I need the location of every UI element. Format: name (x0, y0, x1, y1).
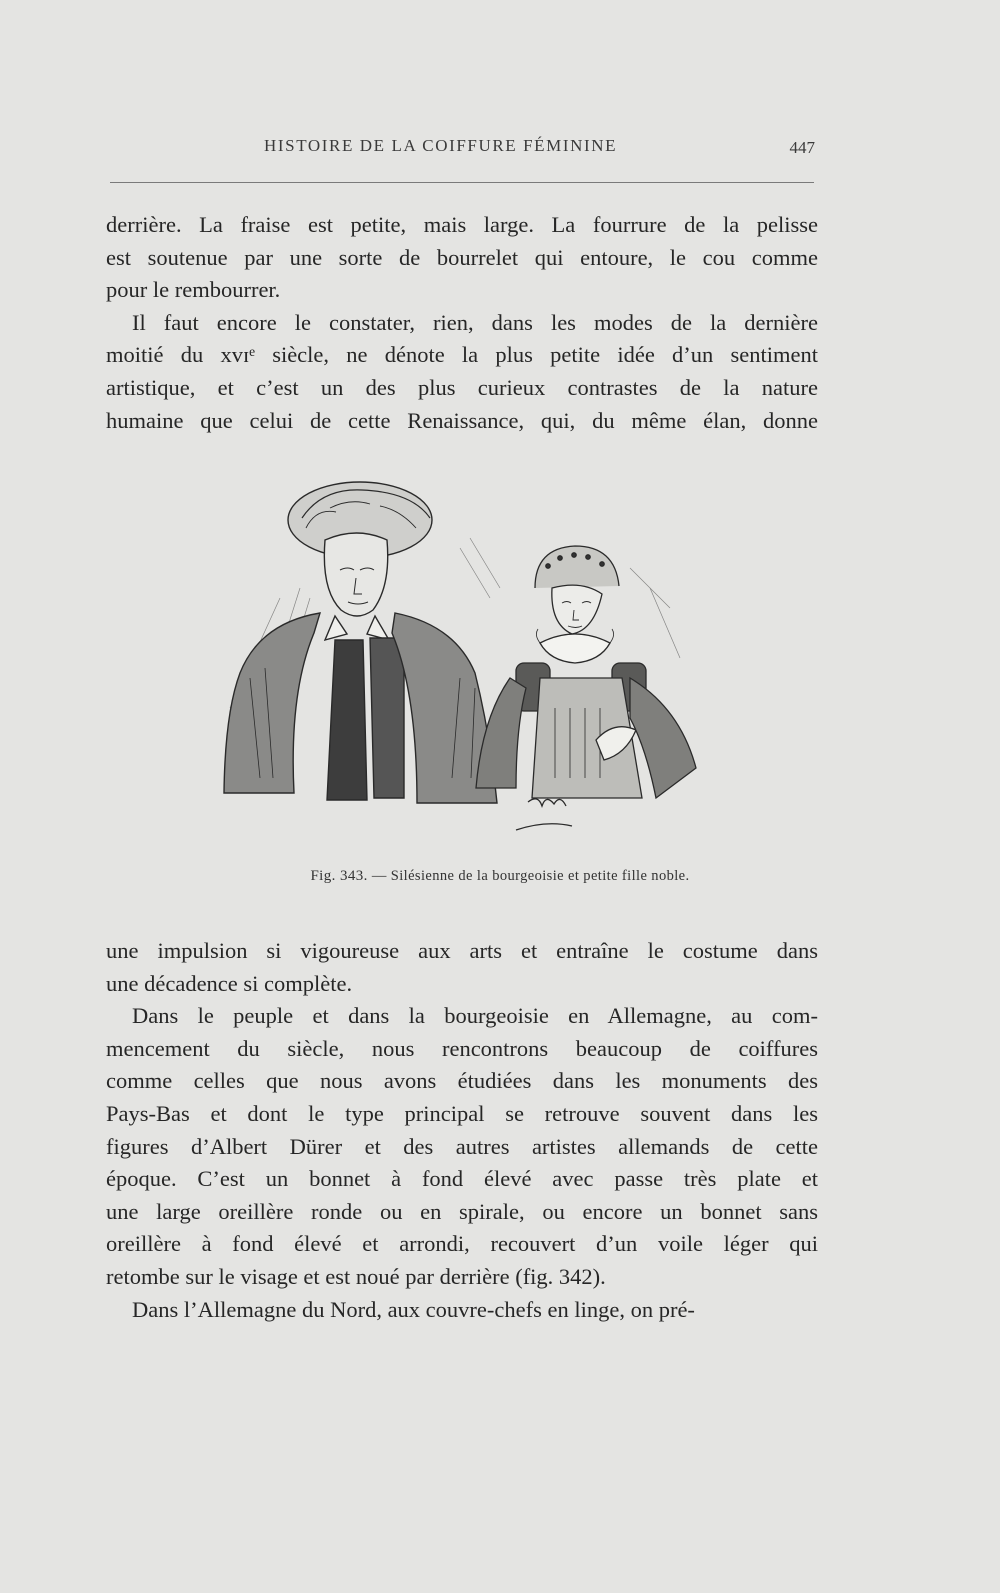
text-line: figures d’Albert Dürer et des autres artistes allemands de cette (106, 1133, 818, 1159)
text-line: une décadence si complète. (106, 970, 353, 996)
text-line: Dans l’Allemagne du Nord, aux couvre-chefs en linge, on pré- (132, 1296, 695, 1322)
text-line: époque. C’est un bonnet à fond élevé avec passe très plate et (106, 1166, 818, 1192)
girl-figure (476, 546, 696, 798)
running-head (110, 136, 815, 160)
text-line: comme celles que nous avons étudiées dans les monuments des (106, 1068, 818, 1094)
text-block-bottom (106, 935, 818, 1326)
page-number: 447 (789, 138, 815, 157)
text-line: derrière. La fraise est petite, mais large. La fourrure de la pelisse (106, 212, 818, 237)
text-line: Il faut encore le constater, rien, dans les modes de la dernière (132, 309, 818, 335)
text-block-top (106, 209, 818, 437)
text-line: une large oreillère ronde ou en spirale, ou encore un bonnet sans (106, 1198, 818, 1224)
figure-label: Fig. 343. (310, 868, 368, 884)
text-line: moitié du xvɪᵉ siècle, ne dénote la plus petite idée d’un sentiment (106, 342, 818, 368)
text-line: artistique, et c’est un des plus curieux contrastes de la nature (106, 374, 818, 400)
text-line: Dans le peuple et dans la bourgeoisie en Allemagne, au com- (132, 1003, 818, 1029)
text-line: Pays-Bas et dont le type principal se retrouve souvent dans les (106, 1100, 818, 1126)
figure-illustration (210, 478, 720, 850)
text-line: retombe sur le visage et est noué par derrière (fig. 342). (106, 1263, 606, 1289)
header-rule (110, 182, 814, 183)
figure-caption-text: — Silésienne de la bourgeoisie et petite fille noble. (371, 868, 690, 884)
running-title: HISTOIRE DE LA COIFFURE FÉMININE (264, 136, 618, 155)
figure-caption (0, 868, 1000, 885)
man-figure (224, 482, 497, 803)
text-line: est soutenue par une sorte de bourrelet qui entoure, le cou comme (106, 244, 818, 270)
text-line: une impulsion si vigoureuse aux arts et entraîne le costume dans (106, 938, 818, 963)
text-line: humaine que celui de cette Renaissance, qui, du même élan, donne (106, 407, 818, 433)
text-line: oreillère à fond élevé et arrondi, recouvert d’un voile léger qui (106, 1231, 818, 1257)
artist-signature (516, 799, 572, 830)
text-line: mencement du siècle, nous rencontrons beaucoup de coiffures (106, 1035, 818, 1061)
text-line: pour le rembourrer. (106, 277, 281, 303)
illustration-two-figures (210, 478, 720, 850)
